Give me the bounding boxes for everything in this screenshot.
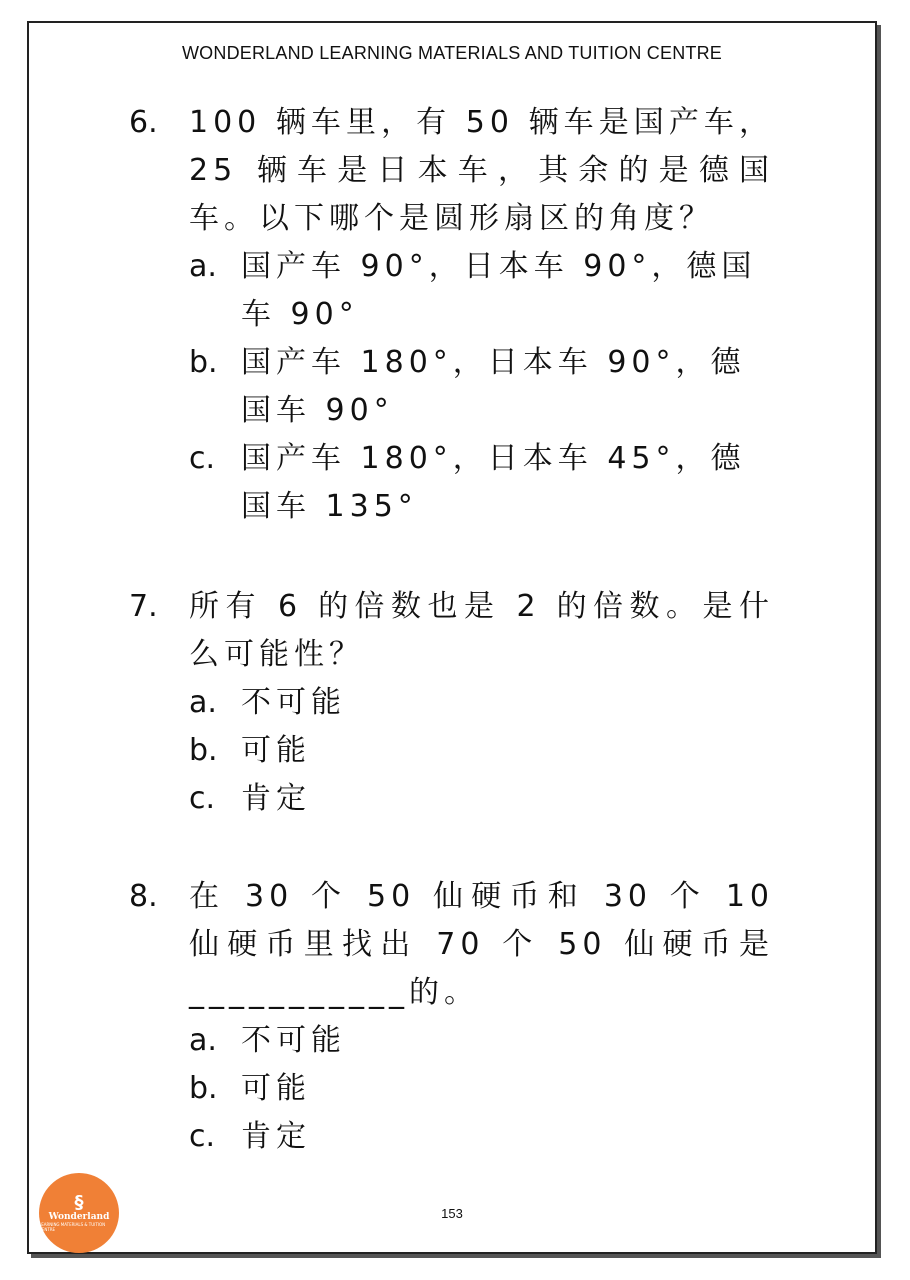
option-text: 肯定 bbox=[241, 1119, 311, 1154]
option-letter: b. bbox=[189, 345, 218, 380]
question-text: 所有 6 的倍数也是 2 的倍数。是什么可能性？ bbox=[189, 589, 774, 672]
options-list bbox=[189, 1017, 774, 1161]
options-list bbox=[189, 679, 774, 823]
question-text: 100 辆车里，有 50 辆车是国产车，25 辆车是日本车，其余的是德国车。以下哪个是圆形扇区的角度？ bbox=[189, 105, 774, 236]
option-b bbox=[189, 727, 774, 775]
option-letter: a. bbox=[189, 249, 217, 284]
option-a bbox=[189, 243, 774, 339]
option-a bbox=[189, 679, 774, 727]
option-text: 国产车 180°，日本车 90°，德国车 90° bbox=[241, 345, 746, 428]
option-c bbox=[189, 1113, 774, 1161]
option-c bbox=[189, 435, 774, 531]
option-b bbox=[189, 339, 774, 435]
option-letter: c. bbox=[189, 441, 216, 476]
option-letter: a. bbox=[189, 1023, 217, 1058]
logo-tagline: LEARNING MATERIALS & TUITION CENTRE bbox=[39, 1222, 106, 1232]
option-text: 国产车 90°，日本车 90°，德国车 90° bbox=[241, 249, 757, 332]
option-letter: c. bbox=[189, 1119, 216, 1154]
option-text: 不可能 bbox=[241, 685, 346, 720]
page-header: WONDERLAND LEARNING MATERIALS AND TUITION CENTRE bbox=[181, 43, 722, 63]
option-letter: b. bbox=[189, 733, 218, 768]
option-text: 国产车 180°，日本车 45°，德国车 135° bbox=[241, 441, 746, 524]
question-text: 在 30 个 50 仙硬币和 30 个 10 仙硬币里找出 70 个 50 仙硬币是___________的。 bbox=[189, 879, 774, 1010]
options-list bbox=[189, 243, 774, 531]
option-text: 可能 bbox=[241, 733, 311, 768]
page-number: 153 bbox=[441, 1206, 463, 1221]
option-c bbox=[189, 775, 774, 823]
option-b bbox=[189, 1065, 774, 1113]
logo-name: Wonderland bbox=[48, 1212, 110, 1222]
option-text: 不可能 bbox=[241, 1023, 346, 1058]
option-a bbox=[189, 1017, 774, 1065]
option-letter: a. bbox=[189, 685, 217, 720]
question-number: 6. bbox=[129, 105, 158, 140]
option-text: 肯定 bbox=[241, 781, 311, 816]
question-number: 7. bbox=[129, 589, 158, 624]
option-letter: c. bbox=[189, 781, 216, 816]
option-letter: b. bbox=[189, 1071, 218, 1106]
question-number: 8. bbox=[129, 879, 158, 914]
page bbox=[27, 21, 877, 1254]
option-text: 可能 bbox=[241, 1071, 311, 1106]
swirl-icon: § bbox=[74, 1192, 84, 1213]
